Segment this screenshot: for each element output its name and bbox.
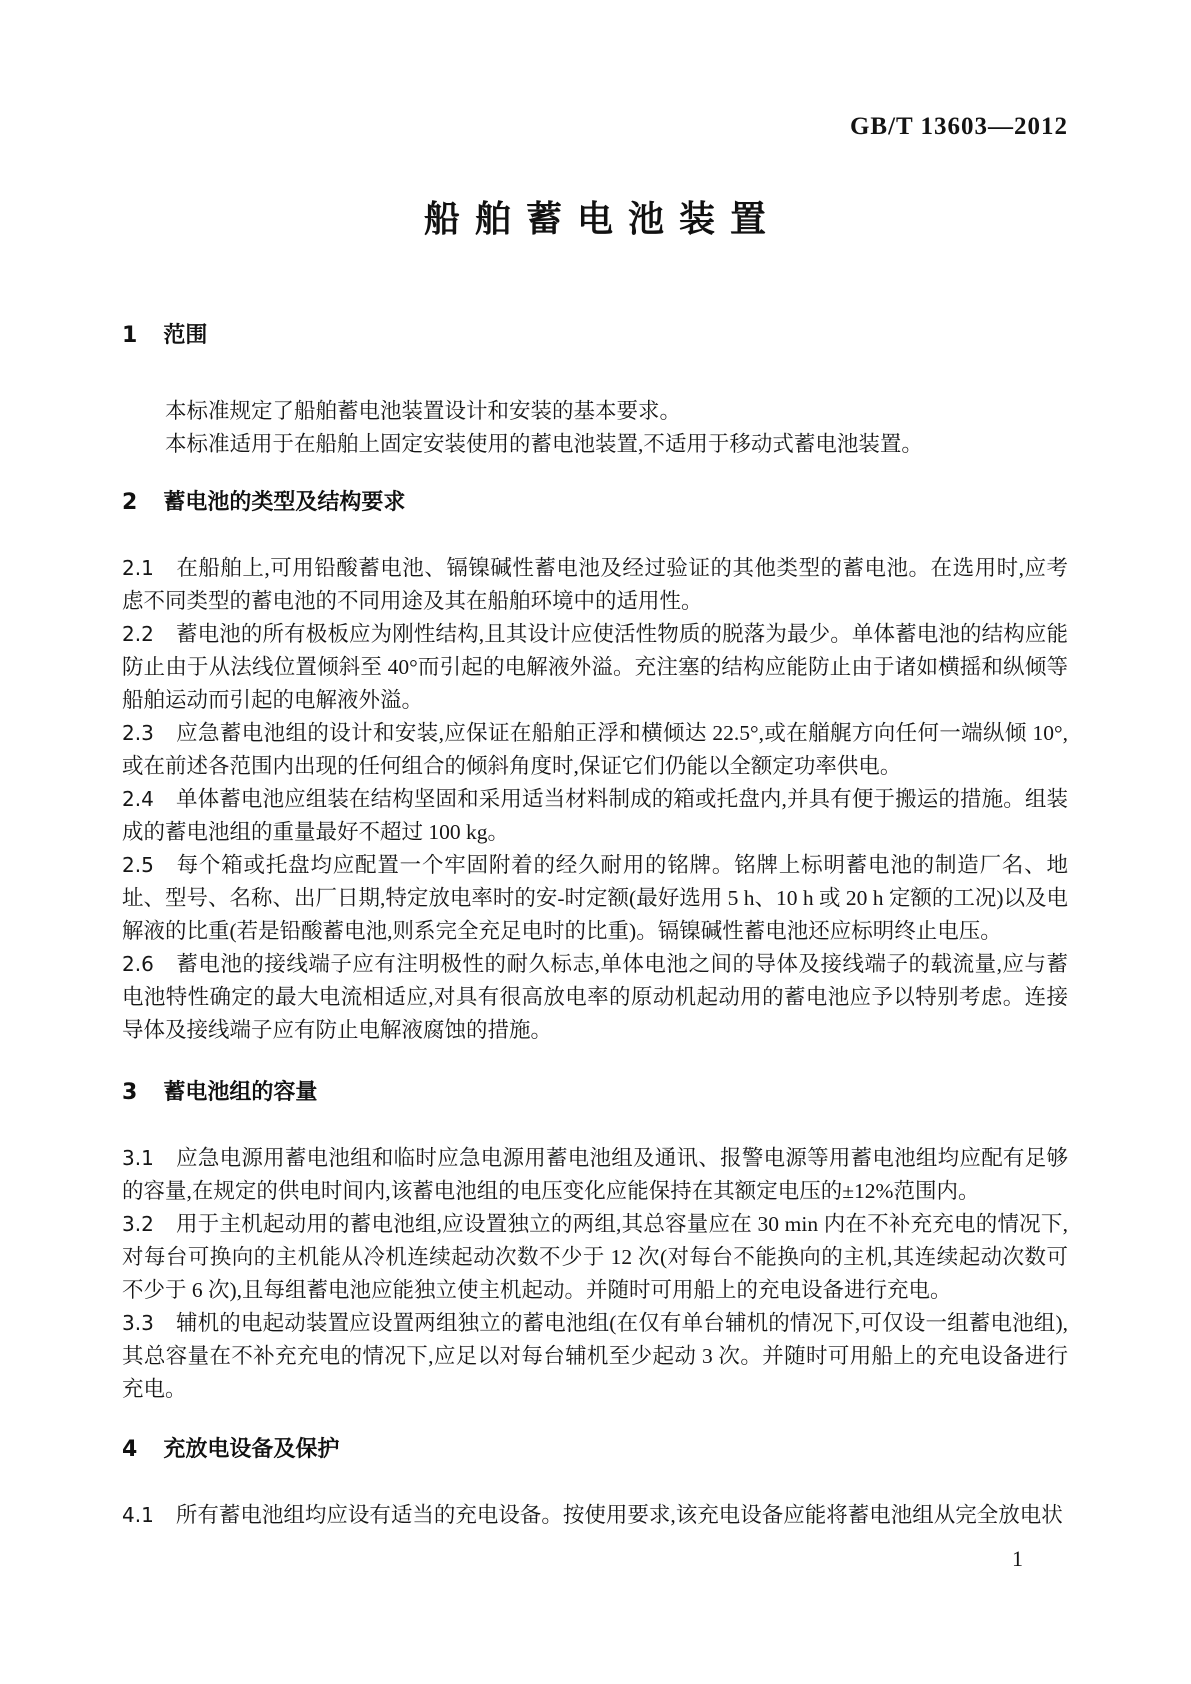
section-3-heading	[122, 1077, 1068, 1108]
section-2-title: 蓄电池的类型及结构要求	[163, 489, 406, 514]
clause-2-3	[122, 717, 1068, 783]
document-title: 船舶蓄电池装置	[423, 198, 781, 239]
clause-2-6-text: 蓄电池的接线端子应有注明极性的耐久标志,单体电池之间的导体及接线端子的载流量,应与蓄电池特性确定的最大电流相适应,对具有很高放电率的原动机起动用的蓄电池应予以特别考虑。连接导体及接线端子应有防止电解液腐蚀的措施。	[122, 952, 1068, 1042]
section-3-number: 3	[122, 1080, 138, 1105]
clause-2-6	[122, 948, 1068, 1047]
clause-2-5-label: 2.5	[122, 853, 154, 877]
clause-3-2-label: 3.2	[122, 1212, 154, 1236]
section-4-heading	[122, 1434, 1068, 1465]
clause-2-2-text: 蓄电池的所有极板应为刚性结构,且其设计应使活性物质的脱落为最少。单体蓄电池的结构应能防止由于从法线位置倾斜至 40°而引起的电解液外溢。充注塞的结构应能防止由于诸如横摇和纵倾等船舶运动而引起的电解液外溢。	[122, 622, 1068, 712]
clause-2-2-label: 2.2	[122, 622, 154, 646]
clause-2-3-label: 2.3	[122, 721, 154, 745]
clause-2-2	[122, 618, 1068, 717]
clause-3-2	[122, 1208, 1068, 1307]
clause-3-1-text: 应急电源用蓄电池组和临时应急电源用蓄电池组及通讯、报警电源等用蓄电池组均应配有足够的容量,在规定的供电时间内,该蓄电池组的电压变化应能保持在其额定电压的±12%范围内。	[122, 1146, 1068, 1203]
scope-paragraph-1: 本标准规定了船舶蓄电池装置设计和安装的基本要求。	[165, 399, 682, 423]
section-3-title: 蓄电池组的容量	[163, 1079, 318, 1104]
clause-2-4-text: 单体蓄电池应组装在结构坚固和采用适当材料制成的箱或托盘内,并具有便于搬运的措施。组装成的蓄电池组的重量最好不超过 100 kg。	[122, 787, 1068, 844]
clause-2-3-text: 应急蓄电池组的设计和安装,应保证在船舶正浮和横倾达 22.5°,或在艏艉方向任何一端纵倾 10°,或在前述各范围内出现的任何组合的倾斜角度时,保证它们仍能以全额定功率供电。	[122, 721, 1068, 778]
clause-2-1-label: 2.1	[122, 556, 154, 580]
section-battery-types	[122, 487, 1068, 1047]
page-number: 1	[1012, 1546, 1023, 1571]
clause-3-1	[122, 1142, 1068, 1208]
clause-4-1	[122, 1499, 1068, 1532]
section-1-number: 1	[122, 323, 138, 348]
clause-2-1	[122, 552, 1068, 618]
clause-4-1-label: 4.1	[122, 1503, 154, 1527]
section-charging-equipment	[122, 1434, 1068, 1532]
clause-2-4	[122, 783, 1068, 849]
clause-2-5-text: 每个箱或托盘均应配置一个牢固附着的经久耐用的铭牌。铭牌上标明蓄电池的制造厂名、地址、型号、名称、出厂日期,特定放电率时的安-时定额(最好选用 5 h、10 h 或 20 h 定额的工况)以及电解液的比重(若是铅酸蓄电池,则系完全充足电时的比重)。镉镍碱性蓄电池还应标明终止电压。	[122, 853, 1068, 943]
section-scope	[122, 320, 1068, 461]
clause-3-3	[122, 1307, 1068, 1406]
section-1-heading	[122, 320, 1068, 351]
clause-3-3-text: 辅机的电起动装置应设置两组独立的蓄电池组(在仅有单台辅机的情况下,可仅设一组蓄电池组),其总容量在不补充充电的情况下,应足以对每台辅机至少起动 3 次。并随时可用船上的充电设备进行充电。	[122, 1311, 1068, 1401]
section-2-heading	[122, 487, 1068, 518]
clause-3-3-label: 3.3	[122, 1311, 154, 1335]
clause-2-1-text: 在船舶上,可用铅酸蓄电池、镉镍碱性蓄电池及经过验证的其他类型的蓄电池。在选用时,应考虑不同类型的蓄电池的不同用途及其在船舶环境中的适用性。	[122, 556, 1068, 613]
clause-2-6-label: 2.6	[122, 952, 154, 976]
standard-code: GB/T 13603—2012	[849, 113, 1068, 140]
section-2-number: 2	[122, 490, 138, 515]
clause-3-2-text: 用于主机起动用的蓄电池组,应设置独立的两组,其总容量应在 30 min 内在不补充充电的情况下,对每台可换向的主机能从冷机连续起动次数不少于 12 次(对每台不能换向的主机,其连续起动次数可不少于 6 次),且每组蓄电池应能独立使主机起动。并随时可用船上的充电设备进行充电。	[122, 1212, 1068, 1302]
section-battery-capacity	[122, 1077, 1068, 1406]
clause-3-1-label: 3.1	[122, 1146, 154, 1170]
section-4-title: 充放电设备及保护	[163, 1436, 340, 1461]
clause-4-1-text: 所有蓄电池组均应设有适当的充电设备。按使用要求,该充电设备应能将蓄电池组从完全放电状	[175, 1503, 1063, 1527]
scope-paragraph-2: 本标准适用于在船舶上固定安装使用的蓄电池装置,不适用于移动式蓄电池装置。	[165, 432, 923, 456]
clause-2-4-label: 2.4	[122, 787, 154, 811]
section-4-number: 4	[122, 1437, 138, 1462]
clause-2-5	[122, 849, 1068, 948]
section-1-title: 范围	[163, 322, 208, 347]
